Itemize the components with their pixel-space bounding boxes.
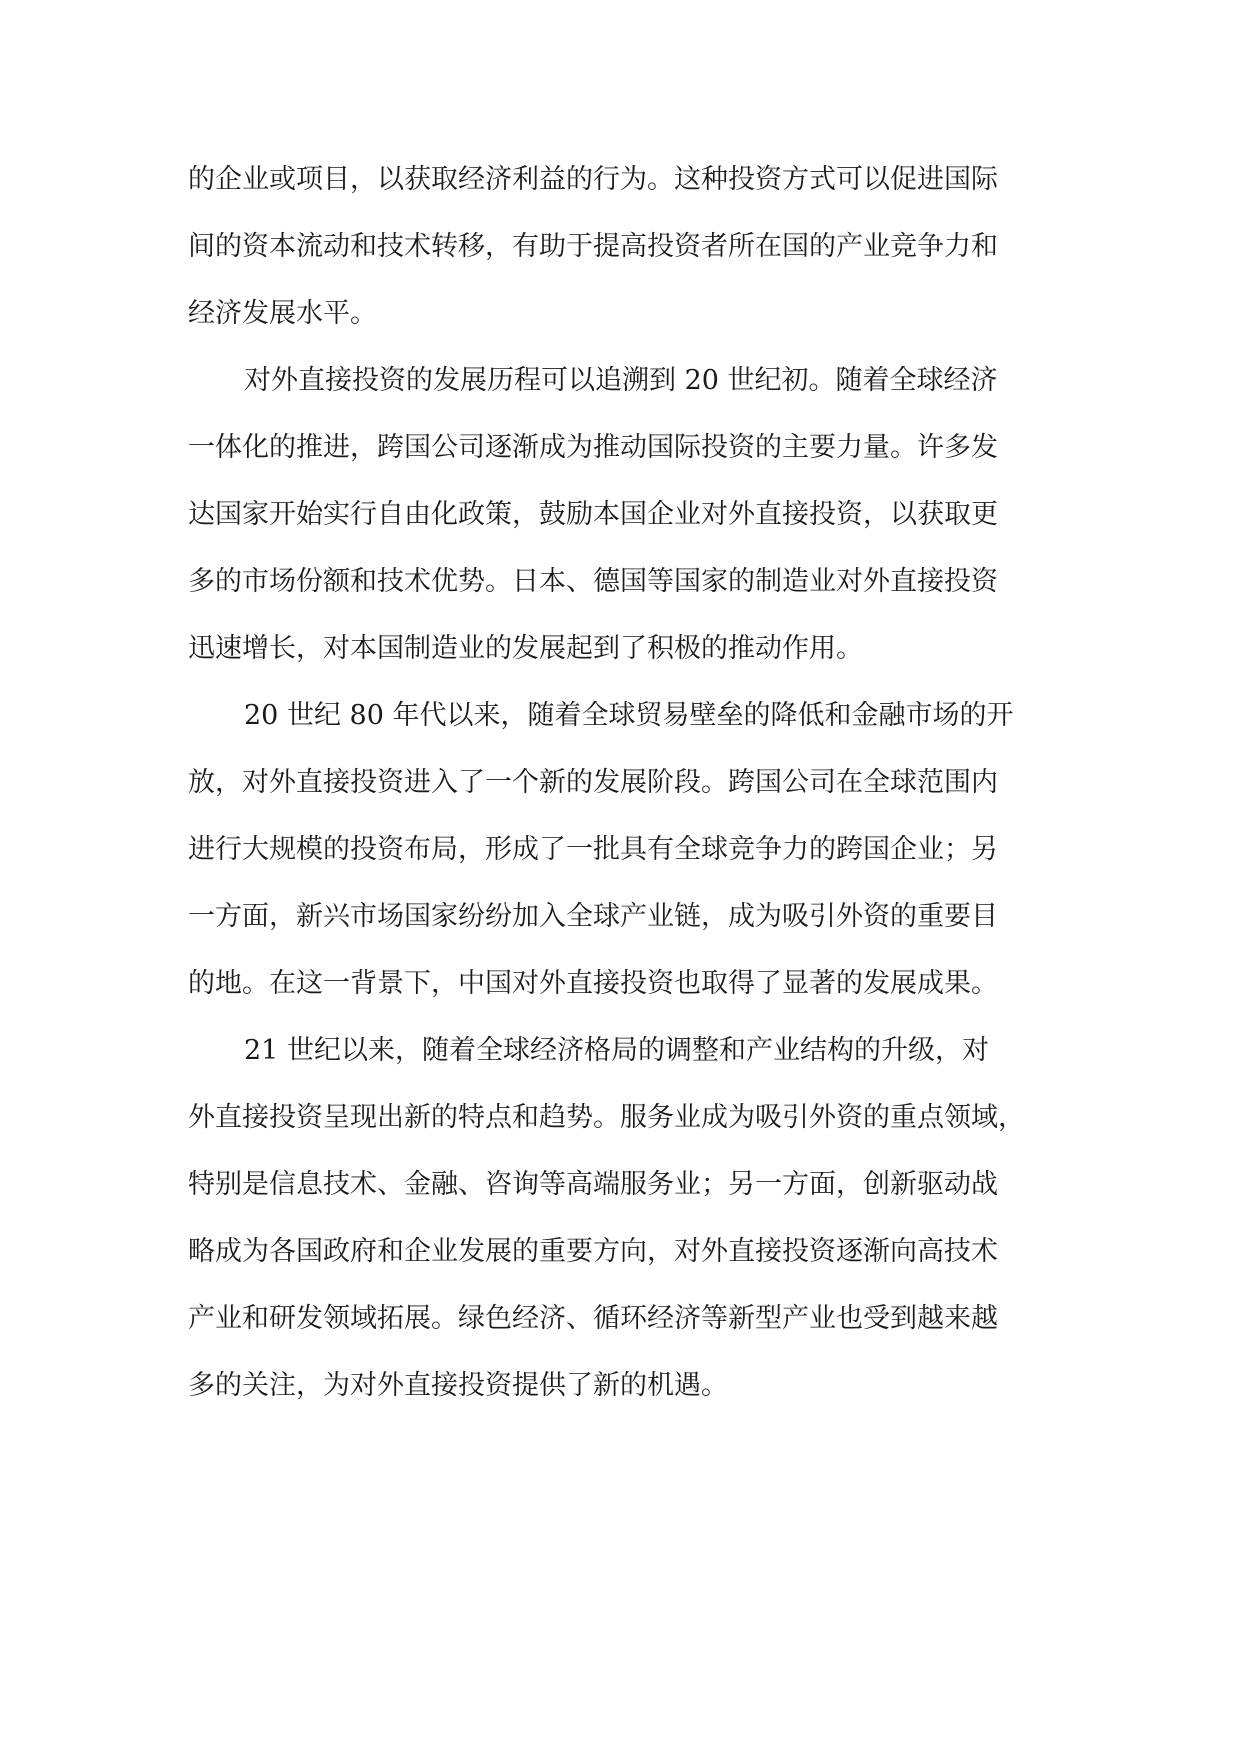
text-line: 产业和研发领域拓展。绿色经济、循环经济等新型产业也受到越来越 bbox=[188, 1303, 998, 1334]
text-line: 20 世纪 80 年代以来，随着全球贸易壁垒的降低和金融市场的开 bbox=[244, 700, 1014, 731]
paragraph-4 bbox=[188, 1017, 1068, 1419]
text-line: 对外直接投资的发展历程可以追溯到 20 世纪初。随着全球经济 bbox=[244, 365, 998, 396]
text-line: 略成为各国政府和企业发展的重要方向，对外直接投资逐渐向高技术 bbox=[188, 1236, 998, 1267]
paragraph-2 bbox=[188, 347, 1068, 682]
text-line: 外直接投资呈现出新的特点和趋势。服务业成为吸引外资的重点领域， bbox=[188, 1102, 1025, 1133]
text-line: 的地。在这一背景下，中国对外直接投资也取得了显著的发展成果。 bbox=[188, 968, 998, 999]
text-line: 放，对外直接投资进入了一个新的发展阶段。跨国公司在全球范围内 bbox=[188, 767, 998, 798]
paragraph-1 bbox=[188, 146, 1068, 347]
text-line: 迅速增长，对本国制造业的发展起到了积极的推动作用。 bbox=[188, 633, 863, 664]
text-line: 的企业或项目，以获取经济利益的行为。这种投资方式可以促进国际 bbox=[188, 164, 998, 195]
text-line: 一方面，新兴市场国家纷纷加入全球产业链，成为吸引外资的重要目 bbox=[188, 901, 998, 932]
text-line: 间的资本流动和技术转移，有助于提高投资者所在国的产业竞争力和 bbox=[188, 231, 998, 262]
paragraph-3 bbox=[188, 682, 1068, 1017]
text-line: 经济发展水平。 bbox=[188, 298, 377, 329]
text-line: 特别是信息技术、金融、咨询等高端服务业；另一方面，创新驱动战 bbox=[188, 1169, 998, 1200]
text-line: 达国家开始实行自由化政策，鼓励本国企业对外直接投资，以获取更 bbox=[188, 499, 998, 530]
text-line: 一体化的推进，跨国公司逐渐成为推动国际投资的主要力量。许多发 bbox=[188, 432, 998, 463]
text-line: 多的市场份额和技术优势。日本、德国等国家的制造业对外直接投资 bbox=[188, 566, 998, 597]
text-line: 21 世纪以来，随着全球经济格局的调整和产业结构的升级，对 bbox=[244, 1035, 989, 1066]
text-line: 进行大规模的投资布局，形成了一批具有全球竞争力的跨国企业；另 bbox=[188, 834, 998, 865]
document-body bbox=[188, 146, 1068, 1419]
text-line: 多的关注，为对外直接投资提供了新的机遇。 bbox=[188, 1370, 728, 1401]
